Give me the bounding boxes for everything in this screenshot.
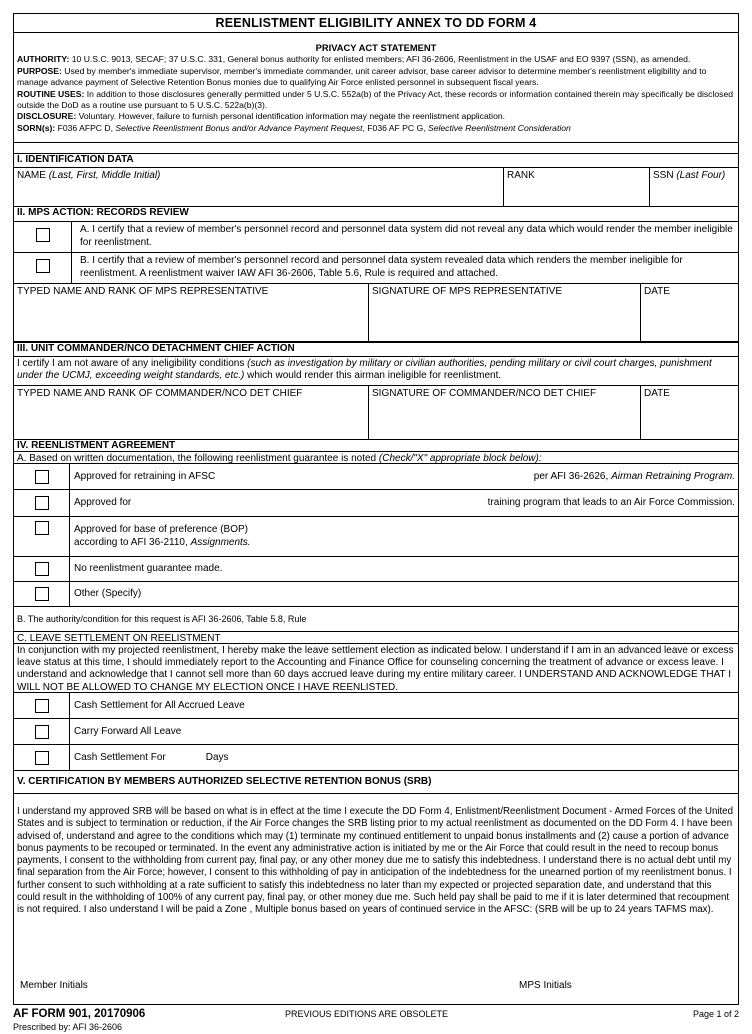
leave-carry-forward-checkbox[interactable]	[35, 725, 49, 739]
rank-field[interactable]	[504, 168, 650, 206]
form-footer	[13, 1006, 739, 1034]
commander-cert-text-1: I certify I am not aware of any ineligibility conditions	[17, 358, 248, 369]
authority-paragraph	[17, 54, 735, 65]
retraining-right-italic: Airman Retraining Program.	[611, 470, 735, 482]
no-guarantee-checkbox-cell	[14, 557, 70, 581]
commission-left: Approved for	[74, 497, 132, 508]
section-4-heading: IV. REENLISTMENT AGREEMENT	[14, 440, 738, 452]
privacy-heading: PRIVACY ACT STATEMENT	[315, 42, 437, 53]
leave-cash-days-text	[70, 745, 738, 770]
name-field[interactable]	[14, 168, 504, 206]
bop-text	[70, 517, 738, 556]
leave-cash-days-label-a: Cash Settlement For	[74, 751, 166, 763]
retraining-text	[70, 464, 738, 489]
guarantee-retraining	[14, 464, 738, 490]
retraining-checkbox-cell	[14, 464, 70, 489]
leave-cash-all-label: Cash Settlement for All Accrued Leave	[74, 699, 245, 711]
ssn-label: SSN	[653, 170, 674, 181]
retraining-checkbox[interactable]	[35, 470, 49, 484]
commission-text	[70, 490, 738, 516]
no-guarantee-label: No reenlistment guarantee made.	[74, 563, 223, 574]
leave-carry-forward-text	[70, 719, 738, 744]
prescribed-by: Prescribed by: AFI 36-2606	[13, 1022, 123, 1032]
mps-option-b-text: B. I certify that a review of member's personnel record and personnel data system revealed data which renders the member ineligible for reenlistment. A reenlistment waiver IAW AFI 36-2606, Table 5.6, Rule is required and attached.	[71, 253, 738, 283]
guarantee-commission	[14, 490, 738, 517]
mps-typed-name-label: TYPED NAME AND RANK OF MPS REPRESENTATIVE	[17, 286, 269, 297]
form-title: REENLISTMENT ELIGIBILITY ANNEX TO DD FORM 4	[14, 14, 738, 33]
mps-option-b-checkbox-cell	[14, 253, 71, 283]
previous-editions-note: PREVIOUS EDITIONS ARE OBSOLETE	[285, 1009, 449, 1019]
mps-signature-label: SIGNATURE OF MPS REPRESENTATIVE	[372, 286, 563, 297]
commander-cert-text-2: which would render this airman ineligible for reenlistment.	[244, 370, 502, 382]
retraining-left: Approved for retraining in AFSC	[74, 470, 216, 482]
section-5-heading: V. CERTIFICATION BY MEMBERS AUTHORIZED SELECTIVE RETENTION BONUS (SRB)	[14, 771, 738, 794]
commander-signature-field[interactable]	[369, 386, 641, 439]
leave-carry-forward-checkbox-cell	[14, 719, 70, 744]
no-guarantee-checkbox[interactable]	[35, 562, 49, 576]
leave-cash-days-label-b: Days	[205, 751, 229, 763]
leave-cash-all-checkbox[interactable]	[35, 699, 49, 713]
authority-text: 10 U.S.C. 9013, SECAF; 37 U.S.C. 331, General bonus authority for enlisted members; AFI 36-2606, Reenlistment in the USAF and EO 9397 (SSN), as amended.	[71, 54, 691, 65]
purpose-text: Used by member's immediate supervisor, member's immediate commander, unit career advisor, base career advisor to determine member's reenlistment eligibility and to manage advance payment of Selective Retention Bonus monies due to qualifying Air Force enlisted personnel in subsequent fiscal years.	[17, 65, 707, 88]
routine-uses-paragraph	[17, 89, 735, 112]
mps-option-a-checkbox[interactable]	[36, 228, 50, 242]
sorn-a: F036 AFPC D,	[57, 122, 113, 133]
bop-line-2-italic: Assignments.	[190, 537, 251, 548]
retraining-right-text: per AFI 36-2626,	[533, 470, 609, 482]
guarantee-other	[14, 582, 738, 607]
mps-signature-row	[14, 284, 738, 343]
commander-date-field[interactable]	[641, 386, 738, 439]
mps-date-field[interactable]	[641, 284, 738, 341]
mps-typed-name-field[interactable]	[14, 284, 369, 341]
guarantee-bop	[14, 517, 738, 557]
disclosure-text: Voluntary. However, failure to furnish personal identification information may negate the reenlistment application.	[78, 111, 506, 122]
leave-cash-days	[14, 745, 738, 771]
purpose-label: PURPOSE:	[17, 65, 62, 76]
no-guarantee-text	[70, 557, 738, 581]
mps-option-b-checkbox[interactable]	[36, 259, 50, 273]
commander-signature-label: SIGNATURE OF COMMANDER/NCO DET CHIEF	[372, 388, 597, 399]
other-checkbox[interactable]	[35, 587, 49, 601]
disclosure-paragraph	[17, 111, 735, 122]
leave-cash-all-checkbox-cell	[14, 693, 70, 718]
purpose-paragraph	[17, 66, 735, 89]
routine-uses-label: ROUTINE USES:	[17, 88, 85, 99]
commander-signature-row	[14, 386, 738, 440]
bop-line-2	[74, 536, 735, 549]
commander-date-label: DATE	[644, 388, 670, 399]
other-checkbox-cell	[14, 582, 70, 606]
other-text[interactable]	[70, 582, 738, 606]
page-number: Page 1 of 2	[692, 1009, 739, 1019]
section-2-heading: II. MPS ACTION: RECORDS REVIEW	[14, 207, 738, 222]
commission-checkbox-cell	[14, 490, 70, 516]
authority-condition: B. The authority/condition for this request is AFI 36-2606, Table 5.8, Rule	[14, 607, 738, 632]
bop-line-2-text: according to AFI 36-2110,	[74, 537, 188, 548]
leave-cash-days-checkbox-cell	[14, 745, 70, 770]
srb-certification: I understand my approved SRB will be based on what is in effect at the time I execute the DD Form 4, Enlistment/Reenlistment Document - Armed Forces of the United States and is subject to termination or reduction, if the Air Force changes the SRB listing prior to my actual reenlistment as documented on the DD Form 4. I have been advised of, understand and agree to the conditions which may (1) terminate my continued entitlement to unpaid bonus installments and (2) cause a portion of advance bonus payments to be recouped or terminated. In the event any administrative action is initiated by me or the Air Force that could result in the need to recoup bonus payments, I consent to the withholding from current pay, final pay, or any other money due me to satisfy this indebtedness. I understand there is no actual debt until my final separation from the Air Force; however, I consent to this withholding of pay in anticipation of the indebtedness for the unearned portion of my reenlistment bonus. I further consent to such withholding at a rate sufficient to satisfy this indebtedness no later than my expected or projected separation date, and understand that this could result in the withholding of 100% of any current pay, final pay, or other money due me. Such held pay shall be paid to me if it is later determined that recoupment is not required. I also understand I will be paid a Zone , Multiple bonus based on years of continued service in the AFSC: (SRB will be up to 24 years TAFMS max).	[17, 806, 733, 916]
sorn-a-title: Selective Reenlistment Bonus and/or Advance Payment Request	[115, 122, 363, 133]
privacy-act-statement	[14, 33, 738, 143]
bop-checkbox-cell	[14, 517, 70, 556]
sorn-b-title: Selective Reenlistment Consideration	[427, 122, 571, 133]
leave-cash-days-checkbox[interactable]	[35, 751, 49, 765]
section-3-heading: III. UNIT COMMANDER/NCO DETACHMENT CHIEF ACTION	[14, 343, 738, 357]
leave-cash-all	[14, 693, 738, 719]
mps-option-a-checkbox-cell	[14, 222, 71, 252]
mps-option-a	[14, 222, 738, 253]
leave-heading: C. LEAVE SETTLEMENT ON REELISTMENT	[17, 633, 221, 644]
routine-uses-text: In addition to those disclosures generally permitted under 5 U.S.C. 552a(b) of the Privacy Act, these records or information contained therein may specifically be disclosed outside the DoD as a routine use pursuant to 5 U.S.C. 522a(b)(3).	[17, 88, 734, 111]
commander-typed-name-field[interactable]	[14, 386, 369, 439]
authority-label: AUTHORITY:	[17, 54, 70, 65]
reenlistment-form	[13, 13, 739, 1005]
identification-row	[14, 168, 738, 207]
mps-date-label: DATE	[644, 286, 670, 297]
mps-signature-field[interactable]	[369, 284, 641, 341]
commission-checkbox[interactable]	[35, 496, 49, 510]
ssn-hint: (Last Four)	[676, 170, 726, 181]
bop-checkbox[interactable]	[35, 521, 49, 535]
commander-typed-name-label: TYPED NAME AND RANK OF COMMANDER/NCO DET CHIEF	[17, 388, 303, 399]
leave-carry-forward	[14, 719, 738, 745]
mps-option-a-text: A. I certify that a review of member's personnel record and personnel data system did not reveal any data which would render the member ineligible for reenlistment.	[71, 222, 738, 252]
ssn-field[interactable]	[650, 168, 738, 206]
sorn-label: SORN(s):	[17, 122, 56, 133]
leave-carry-forward-label: Carry Forward All Leave	[74, 725, 182, 737]
member-initials[interactable]: Member Initials	[20, 980, 88, 991]
name-label: NAME	[17, 170, 46, 181]
mps-option-b	[14, 253, 738, 284]
rank-label: RANK	[507, 170, 535, 181]
form-number: AF FORM 901, 20170906	[13, 1008, 146, 1020]
guarantee-intro-text: A. Based on written documentation, the following reenlistment guarantee is noted	[17, 453, 379, 464]
other-label: Other (Specify)	[74, 588, 142, 599]
sorn-b: , F036 AF PC G,	[362, 122, 426, 133]
guarantee-intro	[14, 452, 738, 464]
mps-initials[interactable]: MPS Initials	[519, 980, 572, 991]
section-1-heading: I. IDENTIFICATION DATA	[14, 154, 738, 168]
commander-certification	[14, 357, 738, 386]
sorn-paragraph	[17, 123, 735, 134]
name-hint: (Last, First, Middle Initial)	[48, 170, 161, 181]
retraining-right	[534, 471, 735, 483]
guarantee-none	[14, 557, 738, 582]
commission-right: training program that leads to an Air Force Commission.	[487, 497, 735, 508]
bop-line-1: Approved for base of preference (BOP)	[74, 524, 248, 535]
disclosure-label: DISCLOSURE:	[17, 111, 77, 122]
leave-cash-all-text	[70, 693, 738, 718]
commander-cert-italic: (such as investigation by military or civilian authorities, pending military or civil court charges, punishment under the UCMJ, exceeding weight standards, etc.)	[17, 358, 712, 382]
leave-statement: In conjunction with my projected reenlistment, I hereby make the leave settlement election as indicated below. I understand if I am in an advanced leave or excess leave status at this time, I should immediately report to the Accounting and Finance Office for counseling concerning the treatment of advance or excess leave. I understand and acknowledge that I cannot sell more than 60 days accrued leave during my entire military career. I UNDERSTAND AND ACKNOWLEDGE THAT I WILL NOT BE ALLOWED TO CHANGE MY ELECTION ONCE I HAVE REENLISTED.	[14, 643, 738, 693]
guarantee-intro-italic: (Check/"X" appropriate block below):	[378, 453, 542, 464]
